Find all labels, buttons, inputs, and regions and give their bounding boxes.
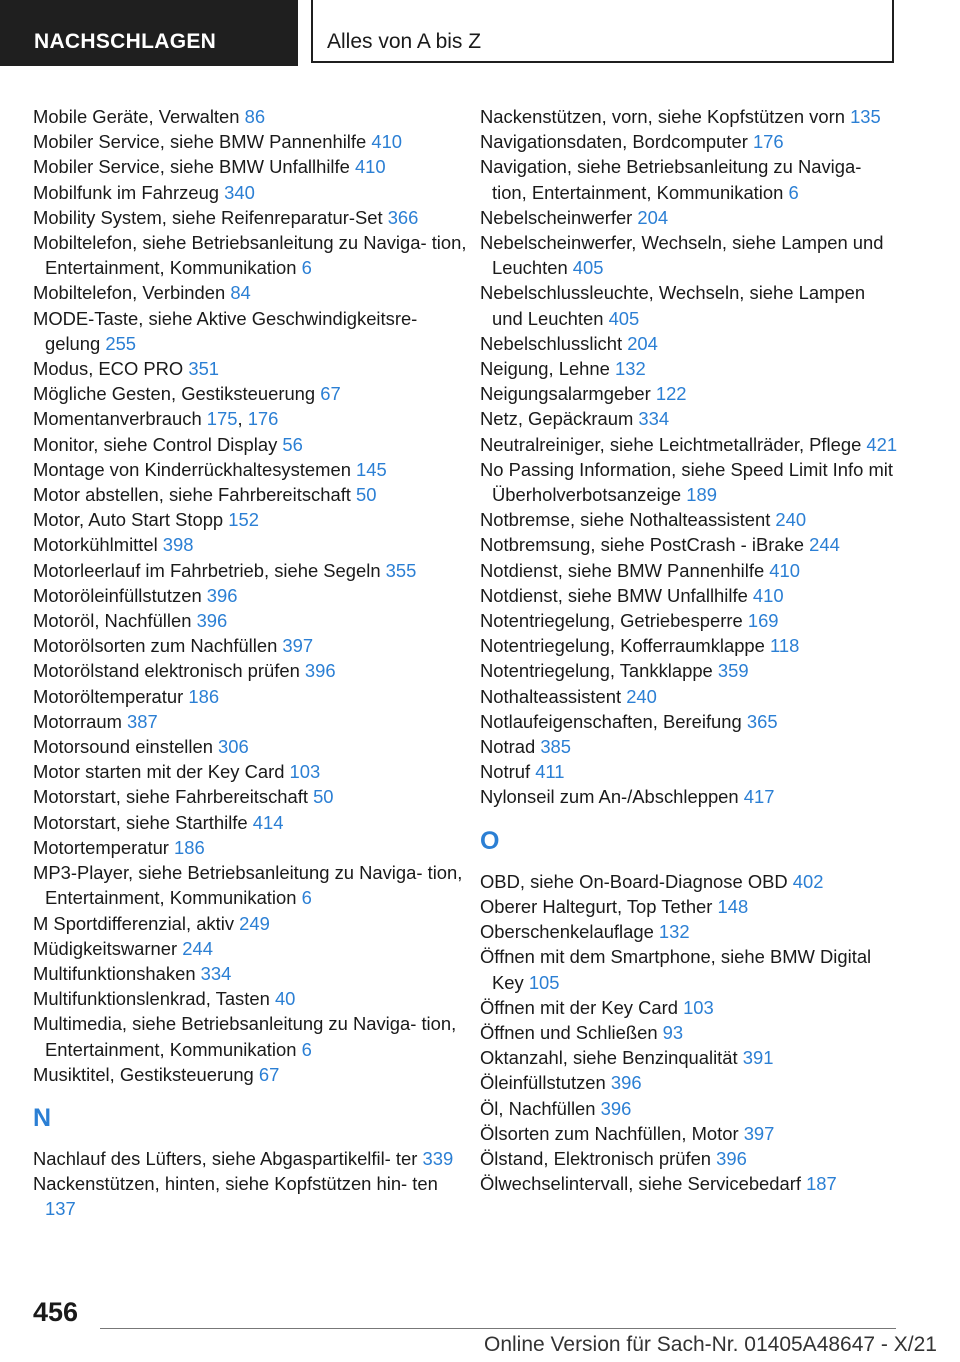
index-entry-term: Monitor, siehe Control Display (33, 433, 283, 455)
page-reference-link[interactable]: 50 (313, 786, 334, 808)
index-entry-term: Motorkühlmittel (33, 534, 163, 556)
index-entry-term: Ölwechselintervall, siehe Servicebedarf (480, 1173, 807, 1195)
page-reference-link[interactable]: 398 (162, 534, 194, 556)
page-reference-link[interactable]: 385 (540, 736, 571, 758)
page-reference-link[interactable]: 334 (200, 962, 232, 984)
index-entry (33, 1011, 473, 1061)
page-reference-link[interactable]: 56 (282, 433, 303, 455)
index-entry-term: Ölsorten zum Nachfüllen, Motor (480, 1122, 744, 1144)
index-entry (480, 658, 900, 683)
index-entry (33, 835, 473, 860)
page-reference-link[interactable]: 402 (792, 870, 824, 892)
index-entry-term: Motorölstand elektronisch prüfen (33, 660, 305, 682)
index-entry (33, 230, 473, 280)
index-entry (480, 869, 900, 894)
index-entry (33, 558, 473, 583)
index-entry-term: MODE-Taste, siehe Aktive Geschwindigkeitsre- gelung (33, 307, 418, 354)
index-entry-term: Modus, ECO PRO (33, 358, 189, 380)
index-entry (480, 1096, 900, 1121)
index-entry: Momentanverbrauch 175, 176 (33, 408, 279, 430)
index-entry-term: Mobilfunk im Fahrzeug (33, 181, 225, 203)
index-entry-term: M Sportdifferenzial, aktiv (33, 912, 240, 934)
index-entry (33, 784, 473, 809)
index-entry-term: Notentriegelung, Tankklappe (480, 660, 718, 682)
page-reference-link[interactable]: 189 (686, 484, 717, 506)
index-entry (33, 306, 473, 356)
index-entry-term: Nebelscheinwerfer (480, 206, 638, 228)
page-reference-link[interactable]: 103 (683, 996, 714, 1018)
page-reference-link[interactable]: 176 (752, 131, 784, 153)
index-entry-term: Notdienst, siehe BMW Pannenhilfe (480, 559, 770, 581)
index-entry (480, 230, 900, 280)
page-reference-link[interactable]: 405 (608, 307, 640, 329)
page-reference-link[interactable]: 50 (356, 484, 377, 506)
index-entry (33, 759, 473, 784)
index-entry-term: Navigation, siehe Betriebsanleitung zu Naviga- tion, Entertainment, Kommunikation (480, 156, 862, 203)
index-entry (33, 432, 473, 457)
page-reference-link[interactable]: 249 (239, 912, 270, 934)
page-reference-link[interactable]: 417 (743, 786, 775, 808)
index-entry-term: Mobiltelefon, Verbinden (33, 282, 231, 304)
page-reference-link[interactable]: 396 (304, 660, 336, 682)
page-reference-link[interactable]: 118 (770, 635, 800, 657)
index-entry-term: Öffnen und Schließen (480, 1021, 663, 1043)
index-entry (480, 432, 900, 457)
index-entry (33, 608, 473, 633)
index-column-right (480, 104, 900, 1196)
index-entry-term: Motortemperatur (33, 836, 175, 858)
index-entry-term: Multifunktionshaken (33, 962, 201, 984)
index-entry-term: Mögliche Gesten, Gestiksteuerung (33, 383, 321, 405)
page-reference-link[interactable]: 351 (188, 358, 220, 380)
index-entry-term: Netz, Gepäckraum (480, 408, 639, 430)
page-reference-link[interactable]: 396 (610, 1072, 642, 1094)
page-reference-link[interactable]: 93 (662, 1021, 684, 1043)
index-entry (33, 356, 473, 381)
page-reference-link[interactable]: 145 (356, 458, 387, 480)
index-entry-term: Motorstart, siehe Fahrbereitschaft (33, 786, 314, 808)
index-column-left (33, 104, 473, 1222)
index-entry-term: Neutralreiniger, siehe Leichtmetallräder, Pflege (480, 433, 867, 455)
index-entry-term: Motorleerlauf im Fahrbetrieb, siehe Segeln (33, 559, 386, 581)
index-entry (33, 986, 473, 1011)
index-entry-term: Mobility System, siehe Reifenreparatur-Set (33, 206, 388, 228)
index-entry-term: Nackenstützen, vorn, siehe Kopfstützen vorn (480, 106, 851, 127)
index-entry (33, 583, 473, 608)
page-reference-link[interactable]: 397 (743, 1122, 775, 1144)
index-entry (33, 180, 473, 205)
index-entry-term: Musiktitel, Gestiksteuerung (33, 1063, 259, 1085)
page-reference-link[interactable]: 122 (655, 383, 687, 405)
index-entry (480, 919, 900, 944)
index-entry-term: Motorölsorten zum Nachfüllen (33, 635, 283, 657)
chapter-tab[interactable]: Alles von A bis Z (311, 0, 894, 63)
page-reference-link[interactable]: 355 (385, 559, 417, 581)
index-entry (480, 583, 900, 608)
index-entry (480, 205, 900, 230)
page-reference-link[interactable]: 187 (806, 1173, 837, 1195)
index-entry (480, 406, 900, 431)
index-entry (33, 633, 473, 658)
index-entry (33, 1062, 473, 1087)
index-entry (480, 381, 900, 406)
page-reference-link[interactable]: 410 (371, 131, 403, 153)
index-entry (480, 759, 900, 784)
page-reference-link[interactable]: 40 (274, 988, 296, 1010)
index-entry (480, 1070, 900, 1095)
index-entry-term: Motoröltemperatur (33, 685, 189, 707)
index-entry-term: Müdigkeitswarner (33, 937, 183, 959)
index-entry (480, 457, 900, 507)
page-header (0, 0, 960, 66)
page-reference-link[interactable]: 366 (387, 206, 419, 228)
index-entry-term: Ölstand, Elektronisch prüfen (480, 1147, 717, 1169)
index-entry-term: Nachlauf des Lüfters, siehe Abgaspartikelfil- ter (33, 1147, 423, 1169)
index-entry-term: Motorstart, siehe Starthilfe (33, 811, 253, 833)
index-entry-term: Mobiltelefon, siehe Betriebsanleitung zu Naviga- tion, Entertainment, Kommunikation (33, 232, 467, 279)
page-reference-link[interactable]: 411 (535, 761, 565, 783)
index-entry (33, 709, 473, 734)
page-reference-link[interactable]: 359 (717, 660, 749, 682)
index-entry (480, 154, 900, 204)
page-reference-link[interactable]: 6 (301, 1038, 312, 1060)
index-entry-term: No Passing Information, siehe Speed Limit Info mit Überholverbotsanzeige (480, 458, 893, 506)
page-reference-link[interactable]: 135 (850, 106, 881, 127)
index-entry-term: Öl, Nachfüllen (480, 1097, 601, 1119)
page-reference-link[interactable]: 186 (188, 685, 220, 707)
index-entry (33, 205, 473, 230)
index-entry-term: Notentriegelung, Getriebesperre (480, 610, 748, 632)
index-entry-term: Nebelscheinwerfer, Wechseln, siehe Lampen und Leuchten (480, 232, 884, 279)
index-entry (33, 734, 473, 759)
page-reference-link[interactable]: 6 (788, 181, 799, 203)
index-entry (480, 1020, 900, 1045)
index-entry (33, 532, 473, 557)
index-entry-term: Notbremse, siehe Nothalteassistent (480, 509, 776, 531)
index-entry (480, 356, 900, 381)
index-entry-term: Oberschenkelauflage (480, 921, 659, 943)
index-entry-term: Mobile Geräte, Verwalten (33, 106, 245, 127)
index-entry-term: Nebelschlusslicht (480, 332, 628, 354)
index-entry-term: Momentanverbrauch (33, 408, 207, 430)
page-reference-link[interactable]: 86 (244, 106, 266, 127)
index-entry (33, 280, 473, 305)
page-reference-link[interactable]: 105 (528, 971, 560, 993)
page-reference-link[interactable]: 396 (206, 584, 238, 606)
index-entry (33, 507, 473, 532)
index-entry-term: Motorraum (33, 710, 128, 732)
index-entry (33, 1146, 473, 1171)
index-entry (480, 1171, 900, 1196)
page-reference-link[interactable]: 175 (206, 408, 238, 430)
index-entry (480, 1146, 900, 1171)
index-entry (480, 608, 900, 633)
page-reference-link[interactable]: 396 (716, 1147, 747, 1169)
index-entry-term: Neigung, Lehne (480, 358, 615, 380)
index-entry (480, 734, 900, 759)
index-entry-term: Mobiler Service, siehe BMW Pannenhilfe (33, 131, 372, 153)
index-entry-term: Oberer Haltegurt, Top Tether (480, 895, 718, 917)
index-entry-term: Nackenstützen, hinten, siehe Kopfstützen hin- ten (33, 1173, 438, 1195)
index-entry (480, 709, 900, 734)
page-reference-link[interactable]: 340 (224, 181, 255, 203)
index-letter-heading: O (480, 826, 500, 855)
page-reference-link[interactable]: 410 (354, 156, 386, 178)
page-reference-link[interactable]: 240 (626, 685, 657, 707)
index-entry-term: Nylonseil zum An-/Abschleppen (480, 786, 744, 808)
footer-text: Online Version für Sach-Nr. 01405A48647 - X/21 (484, 1333, 937, 1356)
page-reference-link[interactable]: 103 (289, 761, 321, 783)
index-entry-term: Multimedia, siehe Betriebsanleitung zu Naviga- tion, Entertainment, Kommunikation (33, 1013, 457, 1060)
page-number: 456 (33, 1297, 79, 1327)
index-entry (480, 633, 900, 658)
page-reference-link[interactable]: 176 (247, 408, 279, 430)
page-reference-link[interactable]: 84 (230, 282, 251, 304)
page-reference-link[interactable]: 204 (637, 206, 669, 228)
index-entry-term: Öffnen mit der Key Card (480, 996, 684, 1018)
page-reference-link[interactable]: 67 (320, 383, 341, 405)
page-reference-link[interactable]: 421 (866, 433, 898, 455)
page-reference-link[interactable]: 405 (572, 257, 604, 279)
index-entry (480, 280, 900, 330)
index-entry (33, 961, 473, 986)
page-reference-link[interactable]: 132 (614, 358, 646, 380)
page-reference-link[interactable]: 396 (600, 1097, 632, 1119)
page-reference-link[interactable]: 204 (627, 332, 658, 354)
page-reference-link[interactable]: 6 (301, 887, 312, 909)
index-entry-term: Motor, Auto Start Stopp (33, 509, 229, 531)
page-reference-link[interactable]: 306 (218, 736, 249, 758)
index-entry (33, 381, 473, 406)
page-reference-link[interactable]: 67 (258, 1063, 280, 1085)
index-entry (33, 104, 473, 129)
index-entry (480, 129, 900, 154)
index-entry (33, 911, 473, 936)
index-entry-term: Nothalteassistent (480, 685, 627, 707)
index-entry-term: Notlaufeigenschaften, Bereifung (480, 710, 747, 732)
section-tab[interactable]: NACHSCHLAGEN (0, 0, 298, 66)
index-entry (33, 936, 473, 961)
index-entry (33, 658, 473, 683)
index-entry-term: Motoröleinfüllstutzen (33, 584, 207, 606)
index-entry-term: Öffnen mit dem Smartphone, siehe BMW Digital Key (480, 946, 872, 993)
page-reference-link[interactable]: 391 (742, 1047, 774, 1069)
index-entry-term: Notentriegelung, Kofferraumklappe (480, 635, 771, 657)
index-entry (33, 810, 473, 835)
index-entry-term: Oktanzahl, siehe Benzinqualität (480, 1047, 743, 1069)
index-entry-term: Nebelschlussleuchte, Wechseln, siehe Lampen und Leuchten (480, 282, 866, 329)
page-reference-link[interactable]: 387 (127, 710, 158, 732)
index-entry-term: Motorsound einstellen (33, 736, 219, 758)
page-reference-link[interactable]: 334 (638, 408, 670, 430)
index-entry (480, 944, 900, 994)
index-entry (480, 784, 900, 809)
index-entry-term: Notdienst, siehe BMW Unfallhilfe (480, 584, 753, 606)
page-reference-link[interactable]: 169 (747, 610, 779, 632)
page-reference-link[interactable]: 240 (775, 509, 807, 531)
index-entry (33, 1171, 473, 1221)
index-entry (480, 507, 900, 532)
index-entry-term: Multifunktionslenkrad, Tasten (33, 988, 275, 1010)
index-entry-term: OBD, siehe On-Board-Diagnose OBD (480, 870, 793, 892)
page-reference-link[interactable]: 339 (422, 1147, 454, 1169)
footer-divider (100, 1328, 896, 1329)
page-reference-link[interactable]: 396 (196, 610, 228, 632)
page-reference-link[interactable]: 414 (252, 811, 284, 833)
index-entry-term: MP3-Player, siehe Betriebsanleitung zu Naviga- tion, Entertainment, Kommunikation (33, 862, 463, 909)
index-entry (480, 995, 900, 1020)
page-reference-link[interactable]: 152 (228, 509, 259, 531)
index-entry (480, 104, 900, 129)
index-entry-term: Motoröl, Nachfüllen (33, 610, 197, 632)
index-entry (33, 860, 473, 910)
index-entry (33, 684, 473, 709)
page-reference-link[interactable]: 137 (45, 1198, 76, 1220)
index-entry-term: Motor abstellen, siehe Fahrbereitschaft (33, 484, 357, 506)
page-reference-link[interactable]: 148 (717, 895, 749, 917)
index-entry-term: Öleinfüllstutzen (480, 1072, 611, 1094)
index-entry (480, 1045, 900, 1070)
index-entry-term: Notruf (480, 761, 536, 783)
page-reference-link[interactable]: 365 (746, 710, 778, 732)
index-entry (33, 457, 473, 482)
index-letter-heading: N (33, 1103, 52, 1132)
page-reference-link[interactable]: 6 (301, 257, 312, 279)
index-entry (480, 1121, 900, 1146)
index-entry-term: Mobiler Service, siehe BMW Unfallhilfe (33, 156, 355, 178)
index-entry-term: Navigationsdaten, Bordcomputer (480, 131, 753, 153)
page-reference-link[interactable]: 132 (658, 921, 690, 943)
index-entry-term: Montage von Kinderrückhaltesystemen (33, 458, 357, 480)
page-reference-link[interactable]: 186 (174, 836, 205, 858)
index-entry (33, 482, 473, 507)
index-entry (480, 684, 900, 709)
index-entry (480, 532, 900, 557)
page-reference-link[interactable]: 244 (809, 534, 840, 556)
page-reference-link[interactable]: 255 (105, 332, 137, 354)
index-entry-term: Motor starten mit der Key Card (33, 761, 290, 783)
page-reference-link[interactable]: 244 (182, 937, 213, 959)
index-entry (33, 129, 473, 154)
index-entry-term: Notrad (480, 736, 541, 758)
index-entry-term: Neigungsalarmgeber (480, 383, 656, 405)
page-reference-link[interactable]: 410 (769, 559, 800, 581)
index-entry (480, 558, 900, 583)
page-reference-link[interactable]: 397 (282, 635, 314, 657)
index-entry-term: Notbremsung, siehe PostCrash - iBrake (480, 534, 810, 556)
index-entry (480, 894, 900, 919)
page-reference-link[interactable]: 410 (752, 584, 784, 606)
index-entry (33, 154, 473, 179)
index-entry (480, 331, 900, 356)
